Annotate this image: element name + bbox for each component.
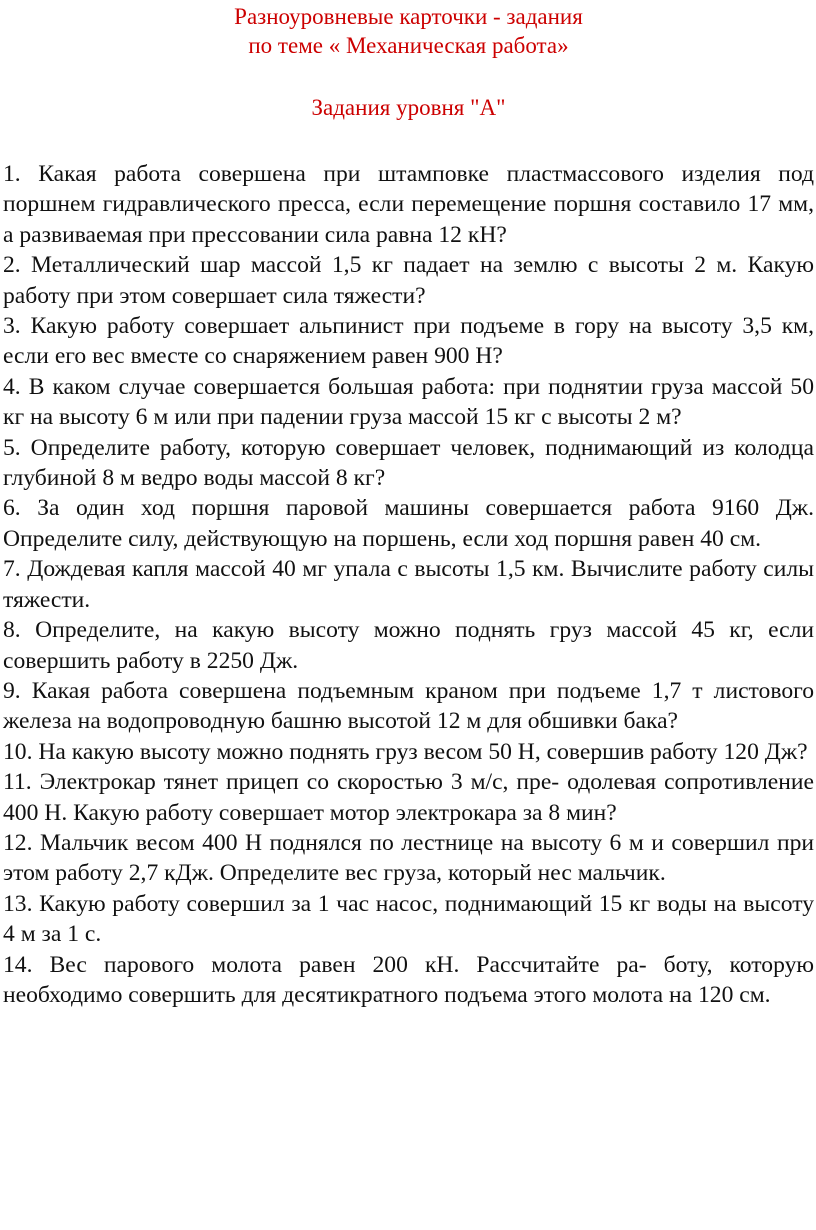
- task-item-13: 13. Какую работу совершил за 1 час насос, поднимающий 15 кг воды на высоту 4 м за 1 с.: [3, 890, 814, 948]
- task-item-12: 12. Мальчик весом 400 Н поднялся по лестнице на высоту 6 м и совершил при этом работу 2,7 кДж. Определите вес груза, который нес мальчик.: [3, 829, 814, 887]
- document-title-line2: по теме « Механическая работа»: [248, 33, 569, 58]
- task-item-8: 8. Определите, на какую высоту можно поднять груз массой 45 кг, если совершить работу в 2250 Дж.: [3, 617, 814, 674]
- document-header: [3, 2, 814, 60]
- task-item-7: 7. Дождевая капля массой 40 мг упала с высоты 1,5 км. Вычислите работу силы тяжести.: [3, 556, 814, 613]
- level-heading: Задания уровня "А": [311, 95, 506, 120]
- task-item-10: 10. На какую высоту можно поднять груз весом 50 Н, совершив работу 120 Дж?: [3, 738, 808, 765]
- task-item-3: 3. Какую работу совершает альпинист при подъеме в гору на высоту 3,5 км, если его вес вместе со снаряжением равен 900 Н?: [3, 313, 814, 370]
- document-title-line1: Разноуровневые карточки - задания: [234, 4, 583, 29]
- task-item-9: 9. Какая работа совершена подъемным краном при подъеме 1,7 т листового железа на водопроводную башню высотой 12 м для обшивки бака?: [3, 677, 814, 735]
- task-item-14: 14. Вес парового молота равен 200 кН. Рассчитайте ра- боту, которую необходимо совершить для десятикратного подъема этого молота на 120 см.: [3, 951, 814, 1008]
- task-item-4: 4. В каком случае совершается большая работа: при поднятии груза массой 50 кг на высоту 6 м или при падении груза массой 15 кг с высоты 2 м?: [3, 373, 814, 431]
- task-list: [3, 159, 814, 1010]
- task-item-5: 5. Определите работу, которую совершает человек, поднимающий из колодца глубиной 8 м ведро воды массой 8 кг?: [3, 434, 814, 492]
- task-item-2: 2. Металлический шар массой 1,5 кг падает на землю с высоты 2 м. Какую работу при этом совершает сила тяжести?: [3, 252, 814, 309]
- task-item-11: 11. Электрокар тянет прицеп со скоростью 3 м/с, пре- одолевая сопротивление 400 Н. Какую работу совершает мотор электрокара за 8 мин?: [3, 769, 814, 826]
- task-item-6: 6. За один ход поршня паровой машины совершается работа 9160 Дж. Определите силу, действующую на поршень, если ход поршня равен 40 см.: [3, 495, 814, 552]
- task-item-1: 1. Какая работа совершена при штамповке пластмассового изделия под поршнем гидравлического пресса, если перемещение поршня составило 17 мм, а развиваемая при прессовании сила равна 12 кН?: [3, 161, 814, 248]
